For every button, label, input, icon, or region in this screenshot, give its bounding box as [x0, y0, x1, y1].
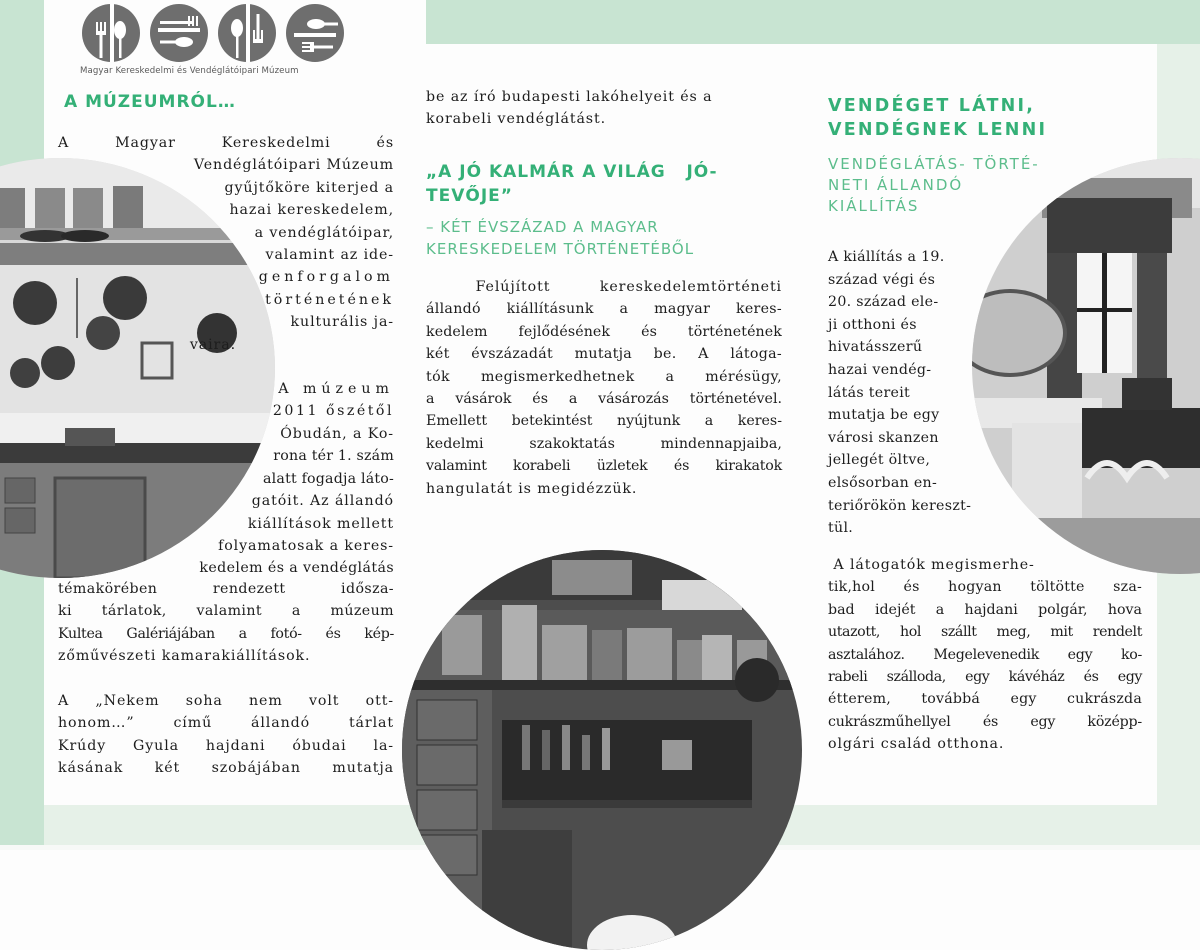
text-line: kiállítások mellett — [247, 515, 394, 532]
text-line: hivatásszerű — [828, 339, 923, 356]
text-line: Vendéglátóipari Múzeum — [193, 157, 394, 174]
text-line: hazai kereskedelem, — [229, 202, 394, 219]
text-line: olgári család otthona. — [828, 736, 1005, 753]
text-line: be az író budapesti lakóhelyeit és a — [426, 89, 713, 105]
text-line: cukrászműhellyel és egy középp- — [828, 713, 1142, 730]
text-line: hazai vendég- — [828, 361, 932, 378]
text-line: állandó kiállításunk a magyar keres- — [426, 301, 782, 318]
trade-exhibition-subheading — [426, 216, 782, 260]
text-line: látás tereit — [828, 384, 911, 401]
text-line: Kultea Galériájában a fotó- és kép- — [58, 625, 394, 642]
text-line: század végi és — [828, 271, 936, 288]
text-line: folyamatosak a keres- — [218, 537, 394, 554]
text-line: Krúdy Gyula hajdani óbudai la- — [58, 737, 394, 754]
text-line: jellegét öltve, — [828, 452, 931, 469]
text-line: mutatja be egy — [828, 407, 940, 424]
krudy-paragraph-continued — [426, 86, 782, 131]
text-line: tók megismerkedhetnek a mérésügy, — [426, 368, 782, 385]
text-line: két évszázadát mutatja be. A látoga- — [426, 346, 782, 363]
text-line: A „Nekem soha nem volt ott- — [58, 693, 394, 709]
spoon-fork-icon — [286, 4, 344, 62]
heading-line: „A JÓ KALMÁR A VILÁG JÓ- — [426, 162, 718, 182]
text-line: 20. század ele- — [828, 294, 939, 311]
text-line: ki tárlatok, valamint a múzeum — [58, 603, 394, 620]
about-museum-heading: A MÚZEUMRÓL… — [64, 92, 236, 112]
text-line: tül. — [828, 520, 854, 537]
heading-line: VENDÉGET LÁTNI, — [828, 96, 1036, 116]
shop-photo — [402, 550, 802, 950]
text-line: Emellett betekintést nyújtunk a keres- — [426, 413, 782, 430]
fork-spoon-icon — [82, 4, 140, 62]
text-line: ji otthoni és — [828, 316, 917, 333]
text-line: tik,hol és hogyan töltötte sza- — [828, 579, 1142, 596]
hospitality-heading — [828, 94, 1128, 142]
fork-spoon-icon — [150, 4, 208, 62]
text-line: hangulatát is megidézzük. — [426, 480, 638, 497]
hospitality-subheading — [828, 154, 1088, 217]
text-line: 2011 őszétől — [272, 403, 394, 420]
text-line: a vásárok és a vásározás történetével. — [426, 391, 782, 408]
text-line: kedelem és a vendéglátás — [199, 560, 394, 577]
text-line: bad idejét a hajdani polgár, hova — [828, 601, 1142, 618]
text-line: Felújított kereskedelemtörténeti — [426, 279, 782, 295]
text-line: gatóit. Az állandó — [251, 493, 394, 510]
text-line: vaira. — [189, 336, 236, 353]
trade-exhibition-paragraph — [426, 276, 782, 500]
heading-line: VENDÉGNEK LENNI — [828, 120, 1048, 140]
spoon-fork-icon — [218, 4, 276, 62]
subheading-line: NETI ÁLLANDÓ — [828, 176, 964, 194]
text-line: utazott, hol szállt meg, mit rendelt — [828, 624, 1142, 641]
about-paragraph-3 — [58, 578, 394, 668]
text-line: honom…” című állandó tárlat — [58, 715, 394, 732]
text-line: kulturális ja- — [290, 314, 394, 331]
about-paragraph-1 — [58, 132, 394, 580]
trade-exhibition-heading — [426, 160, 782, 208]
text-line: zőművészeti kamarakiállítások. — [58, 648, 311, 665]
text-line: rabeli szálloda, egy kávéház és egy — [828, 669, 1142, 686]
text-line: kedelmi szakoktatás mindennapjaiba, — [426, 435, 782, 452]
top-green-bar — [426, 0, 1200, 44]
text-line: valamint korabeli üzletek és kirakatok — [426, 458, 782, 475]
text-line: rona tér 1. szám — [273, 448, 394, 465]
text-line: Óbudán, a Ko- — [280, 425, 394, 442]
text-line: városi skanzen — [828, 429, 939, 446]
text-line: kásának két szobájában mutatja — [58, 760, 394, 777]
text-line: genforgalom — [258, 269, 394, 286]
room-photo — [972, 158, 1200, 574]
hospitality-paragraph-1 — [828, 246, 988, 540]
text-line: A látogatók megismerhe- — [828, 557, 1035, 573]
text-line: A Magyar Kereskedelmi és — [58, 135, 394, 151]
text-line: étterem, továbbá egy cukrászda — [828, 691, 1142, 708]
text-line: történetének — [265, 291, 394, 308]
text-line: teriőrökön kereszt- — [828, 497, 972, 514]
subheading-line: VENDÉGLÁTÁS- TÖRTÉ- — [828, 155, 1040, 173]
text-line: gyűjtőköre kiterjed a — [224, 179, 394, 196]
subheading-line: KIÁLLÍTÁS — [828, 197, 920, 215]
text-line: A kiállítás a 19. — [828, 249, 945, 265]
hospitality-paragraph-2 — [828, 554, 1142, 756]
subheading-line: KERESKEDELEM TÖRTÉNETÉBŐL — [426, 240, 695, 258]
text-line: témakörében rendezett idősza- — [58, 581, 394, 597]
text-line: korabeli vendéglátást. — [426, 111, 606, 128]
text-line: alatt fogadja láto- — [263, 470, 394, 487]
museum-logo — [80, 4, 350, 76]
about-paragraph-4 — [58, 690, 394, 780]
text-line: kedelem fejlődésének és történetének — [426, 323, 782, 340]
subheading-line: – KÉT ÉVSZÁZAD A MAGYAR — [426, 218, 659, 236]
text-line: elsősorban en- — [828, 474, 938, 491]
logo-caption: Magyar Kereskedelmi és Vendéglátóipari Múzeum — [80, 66, 299, 76]
text-line: valamint az ide- — [265, 247, 394, 264]
text-line: A múzeum — [278, 381, 394, 398]
text-line: asztalához. Megelevenedik egy ko- — [828, 646, 1142, 663]
text-line: a vendéglátóipar, — [254, 224, 394, 241]
heading-line: TEVŐJE” — [426, 186, 513, 206]
